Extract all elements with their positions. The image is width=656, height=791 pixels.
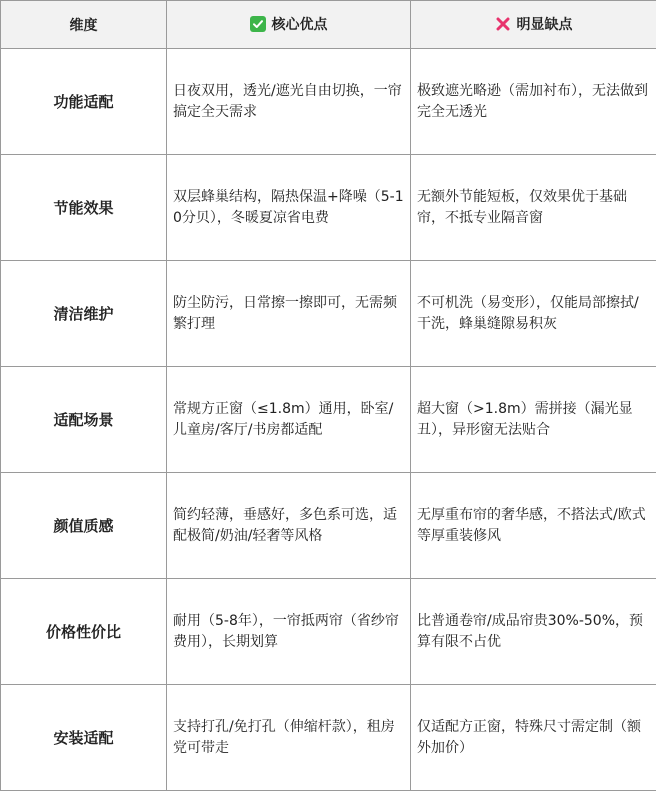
table-row — [1, 367, 656, 473]
row-pro: 支持打孔/免打孔（伸缩杆款），租房党可带走 — [167, 685, 411, 791]
row-con: 不可机洗（易变形），仅能局部擦拭/干洗，蜂巢缝隙易积灰 — [411, 261, 656, 367]
header-pros — [167, 1, 411, 49]
row-con: 仅适配方正窗，特殊尺寸需定制（额外加价） — [411, 685, 656, 791]
table-row — [1, 49, 656, 155]
row-dimension: 节能效果 — [1, 155, 167, 261]
row-con: 超大窗（>1.8m）需拼接（漏光显丑），异形窗无法贴合 — [411, 367, 656, 473]
row-pro: 双层蜂巢结构，隔热保温+降噪（5-10分贝），冬暖夏凉省电费 — [167, 155, 411, 261]
table-row — [1, 685, 656, 791]
row-con: 无厚重布帘的奢华感，不搭法式/欧式等厚重装修风 — [411, 473, 656, 579]
row-pro: 耐用（5-8年），一帘抵两帘（省纱帘费用），长期划算 — [167, 579, 411, 685]
row-con: 无额外节能短板，仅效果优于基础帘，不抵专业隔音窗 — [411, 155, 656, 261]
row-dimension: 颜值质感 — [1, 473, 167, 579]
table-row — [1, 261, 656, 367]
table-row — [1, 579, 656, 685]
header-dimension-label: 维度 — [69, 17, 98, 34]
row-dimension: 安装适配 — [1, 685, 167, 791]
row-dimension: 功能适配 — [1, 49, 167, 155]
table-header-row — [1, 1, 656, 49]
header-cons — [411, 1, 656, 49]
row-con: 极致遮光略逊（需加衬布），无法做到完全无透光 — [411, 49, 656, 155]
row-dimension: 适配场景 — [1, 367, 167, 473]
row-dimension: 清洁维护 — [1, 261, 167, 367]
row-dimension: 价格性价比 — [1, 579, 167, 685]
row-con: 比普通卷帘/成品帘贵30%-50%，预算有限不占优 — [411, 579, 656, 685]
header-dimension — [1, 1, 167, 49]
row-pro: 防尘防污，日常擦一擦即可，无需频繁打理 — [167, 261, 411, 367]
table-row — [1, 155, 656, 261]
header-pros-label: 核心优点 — [271, 16, 328, 33]
table-row — [1, 473, 656, 579]
cross-icon — [495, 16, 511, 32]
row-pro: 常规方正窗（≤1.8m）通用，卧室/儿童房/客厅/书房都适配 — [167, 367, 411, 473]
header-cons-label: 明显缺点 — [516, 16, 573, 33]
check-icon — [250, 16, 266, 32]
row-pro: 日夜双用，透光/遮光自由切换，一帘搞定全天需求 — [167, 49, 411, 155]
row-pro: 简约轻薄，垂感好，多色系可选，适配极简/奶油/轻奢等风格 — [167, 473, 411, 579]
